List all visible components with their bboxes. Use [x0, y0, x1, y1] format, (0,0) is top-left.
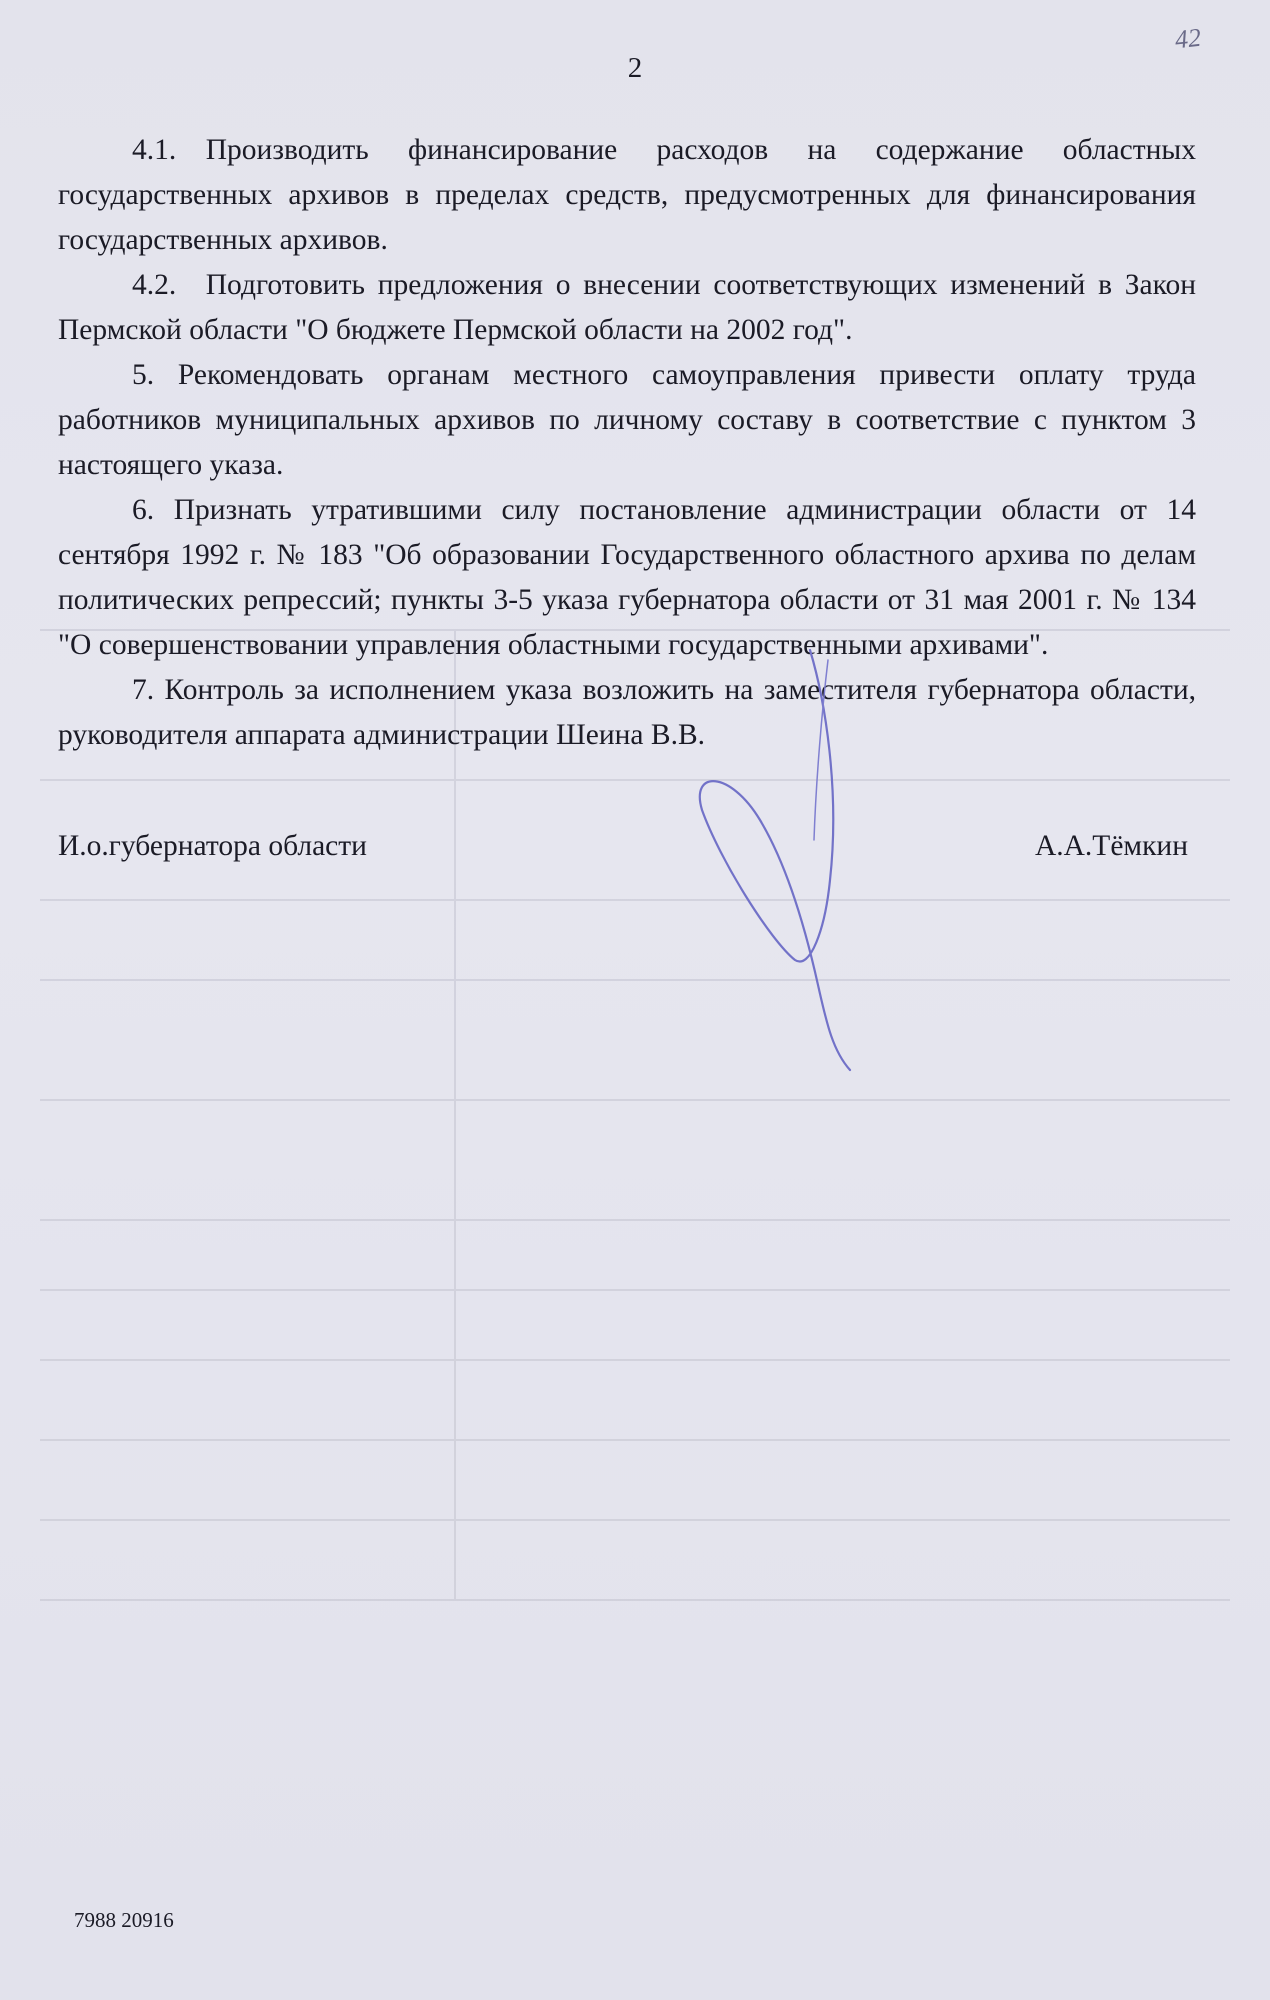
paragraph-5: 5. Рекомендовать органам местного самоуправления привести оплату труда работников муниципальных архивов по личному составу в соответствие с пунктом 3 настоящего указа.	[58, 359, 1196, 481]
paragraph-4-2: 4.2. Подготовить предложения о внесении соответствующих изменений в Закон Пермской области "О бюджете Пермской области на 2002 год".	[58, 269, 1196, 346]
paragraph-4-1: 4.1. Производить финансирование расходов на содержание областных государственных архивов в пределах средств, предусмотренных для финансирования государственных архивов.	[58, 134, 1196, 256]
signatory-name: А.А.Тёмкин	[1034, 830, 1188, 862]
page-number: 2	[627, 52, 643, 84]
signatory-position: И.о.губернатора области	[58, 830, 367, 862]
paragraph-6: 6. Признать утратившими силу постановление администрации области от 14 сентября 1992 г. № 183 "Об образовании Государственного областного архива по делам политических репрессий; пункты 3-5 указа губернатора области от 31 мая 2001 г. № 134 "О совершенствовании управления областными государственными архивами".	[58, 494, 1196, 661]
decree-body	[58, 128, 1196, 758]
footer-code: 7988 20916	[74, 1908, 174, 1932]
handwritten-sheet-number: 42	[1173, 22, 1203, 55]
paragraph-7: 7. Контроль за исполнением указа возложить на заместителя губернатора области, руководителя аппарата администрации Шеина В.В.	[58, 674, 1196, 751]
handwritten-signature	[690, 640, 890, 1080]
